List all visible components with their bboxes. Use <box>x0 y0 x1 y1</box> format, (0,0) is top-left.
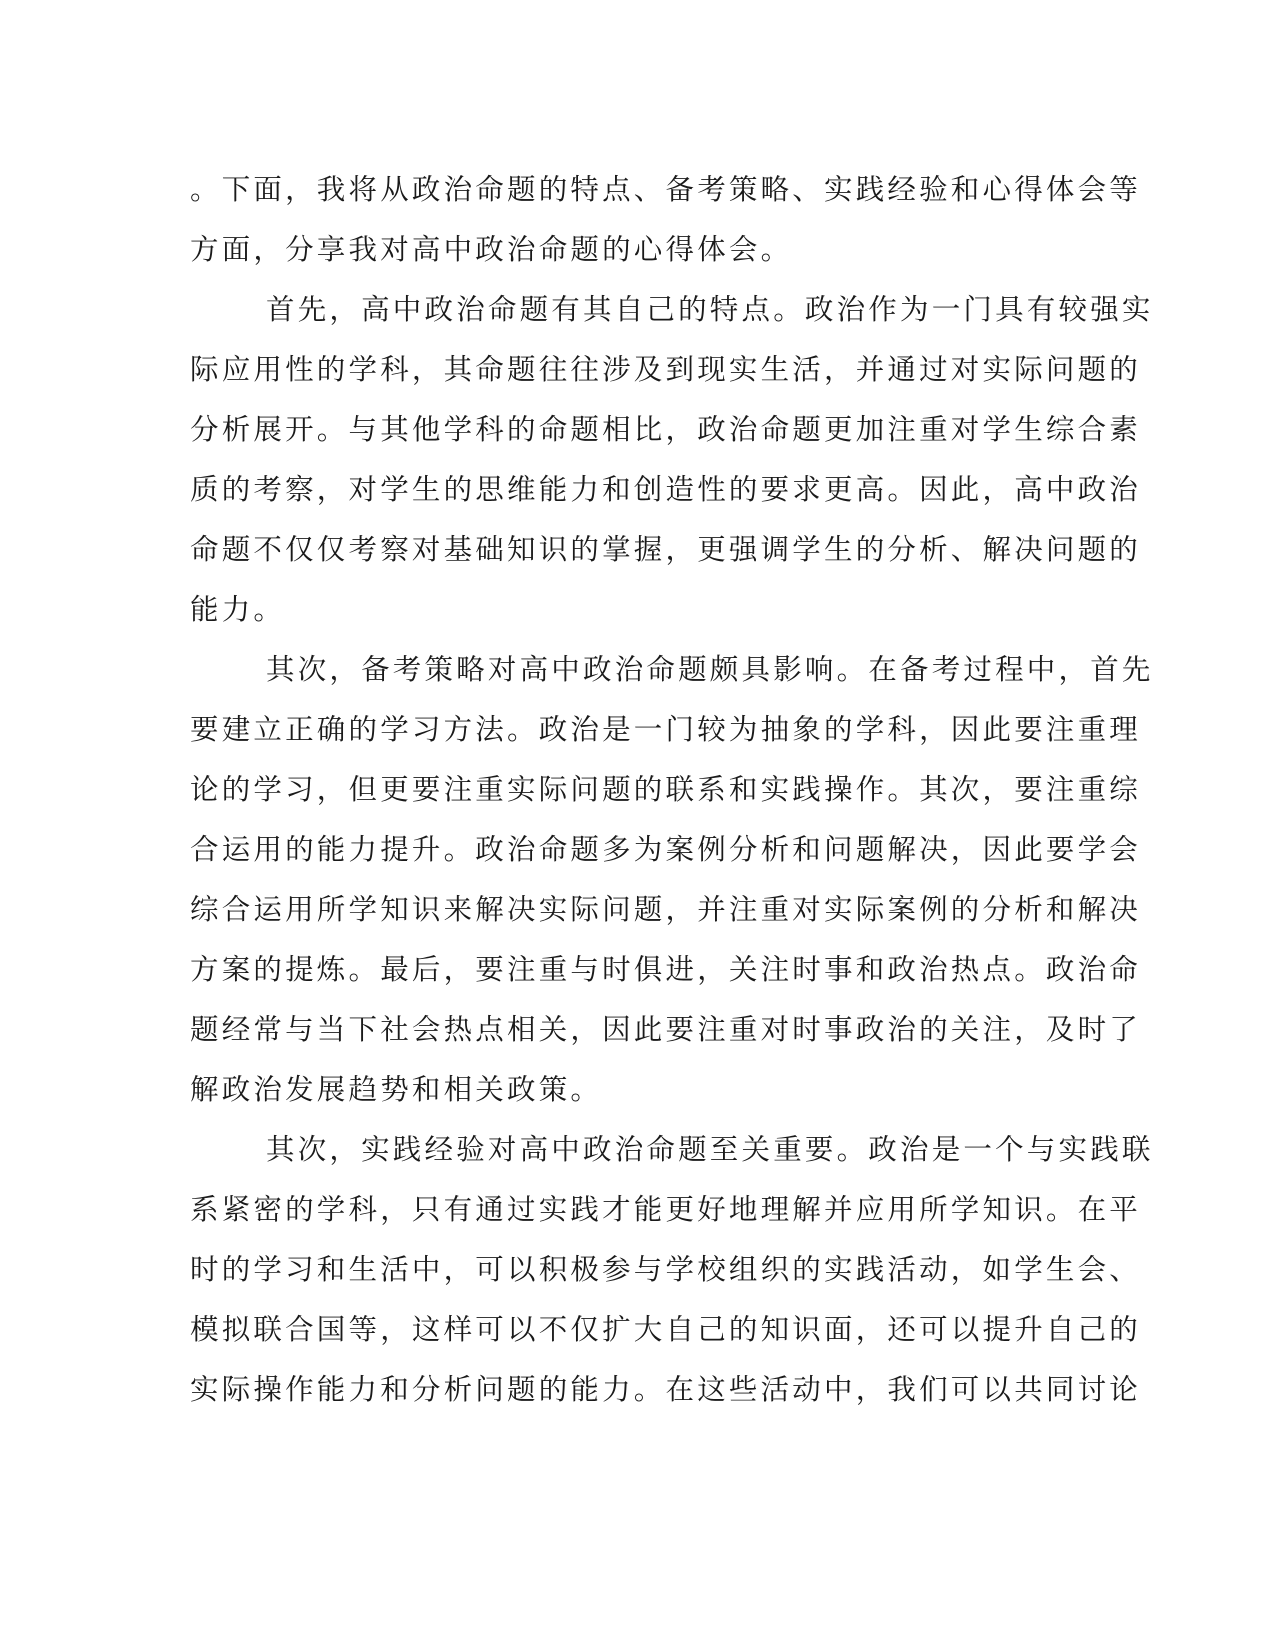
paragraph-first-line: 其次，实践经验对高中政治命题至关重要。政治是一个与实践联 <box>266 1133 1154 1166</box>
text-line: 解政治发展趋势和相关政策。 <box>190 1073 603 1106</box>
text-line: 方案的提炼。最后，要注重与时俱进，关注时事和政治热点。政治命 <box>190 953 1142 986</box>
text-line: 方面，分享我对高中政治命题的心得体会。 <box>190 233 793 266</box>
text-line: 能力。 <box>190 593 286 626</box>
text-line: 模拟联合国等，这样可以不仅扩大自己的知识面，还可以提升自己的 <box>190 1313 1142 1346</box>
paragraph-first-line: 首先，高中政治命题有其自己的特点。政治作为一门具有较强实 <box>266 293 1154 326</box>
text-line: 质的考察，对学生的思维能力和创造性的要求更高。因此，高中政治 <box>190 473 1142 506</box>
text-line: 命题不仅仅考察对基础知识的掌握，更强调学生的分析、解决问题的 <box>190 533 1142 566</box>
text-line: 合运用的能力提升。政治命题多为案例分析和问题解决，因此要学会 <box>190 833 1142 866</box>
text-line: 系紧密的学科，只有通过实践才能更好地理解并应用所学知识。在平 <box>190 1193 1142 1226</box>
text-line: 题经常与当下社会热点相关，因此要注重对时事政治的关注，及时了 <box>190 1013 1142 1046</box>
text-line: 分析展开。与其他学科的命题相比，政治命题更加注重对学生综合素 <box>190 413 1142 446</box>
text-line: 论的学习，但更要注重实际问题的联系和实践操作。其次，要注重综 <box>190 773 1142 806</box>
text-line: 实际操作能力和分析问题的能力。在这些活动中，我们可以共同讨论 <box>190 1373 1142 1406</box>
text-line: 际应用性的学科，其命题往往涉及到现实生活，并通过对实际问题的 <box>190 353 1142 386</box>
document-body <box>190 160 1154 1420</box>
text-line: 。下面，我将从政治命题的特点、备考策略、实践经验和心得体会等 <box>190 173 1142 206</box>
text-line: 综合运用所学知识来解决实际问题，并注重对实际案例的分析和解决 <box>190 893 1142 926</box>
paragraph-first-line: 其次，备考策略对高中政治命题颇具影响。在备考过程中，首先 <box>266 653 1154 686</box>
text-line: 时的学习和生活中，可以积极参与学校组织的实践活动，如学生会、 <box>190 1253 1142 1286</box>
text-line: 要建立正确的学习方法。政治是一门较为抽象的学科，因此要注重理 <box>190 713 1142 746</box>
